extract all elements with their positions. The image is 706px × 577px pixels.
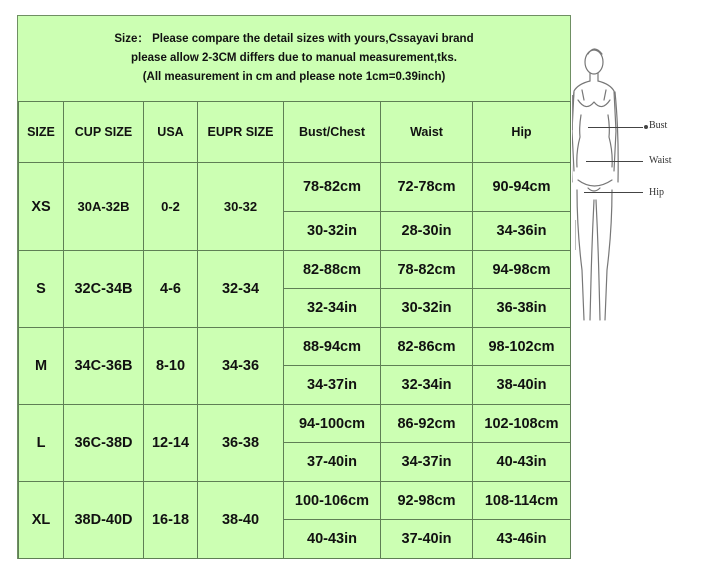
body-silhouette-icon: [572, 40, 706, 340]
header-waist: Waist: [381, 102, 473, 163]
bust-in-cell: 30-32in: [284, 212, 381, 251]
table-row: [19, 251, 571, 289]
hip-label: Hip: [649, 187, 664, 198]
hip-in-cell: 43-46in: [473, 520, 571, 559]
header-cup-size: CUP SIZE: [64, 102, 144, 163]
eupr-cell: 36-38: [198, 405, 284, 482]
eupr-cell: 38-40: [198, 482, 284, 559]
hip-in-cell: 40-43in: [473, 443, 571, 482]
size-cell: L: [19, 405, 64, 482]
waist-in-cell: 32-34in: [381, 366, 473, 405]
size-cell: S: [19, 251, 64, 328]
left-edge-line: [575, 220, 576, 250]
cup-size-cell: 30A-32B: [64, 163, 144, 251]
size-cell: XL: [19, 482, 64, 559]
bust-cm-cell: 78-82cm: [284, 163, 381, 212]
header-hip: Hip: [473, 102, 571, 163]
usa-cell: 8-10: [144, 328, 198, 405]
waist-in-cell: 28-30in: [381, 212, 473, 251]
bust-in-cell: 37-40in: [284, 443, 381, 482]
size-notice: [18, 16, 570, 101]
usa-cell: 0-2: [144, 163, 198, 251]
bust-pointer-dot: [644, 125, 648, 129]
hip-cm-cell: 102-108cm: [473, 405, 571, 443]
bust-in-cell: 34-37in: [284, 366, 381, 405]
waist-label: Waist: [649, 155, 672, 166]
table-row: [19, 328, 571, 366]
waist-cm-cell: 92-98cm: [381, 482, 473, 520]
waist-cm-cell: 86-92cm: [381, 405, 473, 443]
size-table: [18, 101, 571, 559]
table-header-row: [19, 102, 571, 163]
hip-in-cell: 38-40in: [473, 366, 571, 405]
table-row: [19, 163, 571, 212]
waist-cm-cell: 72-78cm: [381, 163, 473, 212]
header-usa: USA: [144, 102, 198, 163]
header-size: SIZE: [19, 102, 64, 163]
waist-in-cell: 37-40in: [381, 520, 473, 559]
size-cell: XS: [19, 163, 64, 251]
bust-in-cell: 40-43in: [284, 520, 381, 559]
bust-cm-cell: 94-100cm: [284, 405, 381, 443]
size-cell: M: [19, 328, 64, 405]
hip-in-cell: 36-38in: [473, 289, 571, 328]
usa-cell: 16-18: [144, 482, 198, 559]
header-eupr-size: EUPR SIZE: [198, 102, 284, 163]
eupr-cell: 34-36: [198, 328, 284, 405]
bust-cm-cell: 100-106cm: [284, 482, 381, 520]
usa-cell: 12-14: [144, 405, 198, 482]
waist-in-cell: 30-32in: [381, 289, 473, 328]
notice-line-3: (All measurement in cm and please note 1cm=0.39inch): [142, 71, 446, 83]
body-measurement-figure: [572, 40, 706, 340]
bust-cm-cell: 82-88cm: [284, 251, 381, 289]
waist-in-cell: 34-37in: [381, 443, 473, 482]
cup-size-cell: 36C-38D: [64, 405, 144, 482]
header-bust: Bust/Chest: [284, 102, 381, 163]
table-row: [19, 405, 571, 443]
cup-size-cell: 38D-40D: [64, 482, 144, 559]
eupr-cell: 32-34: [198, 251, 284, 328]
waist-cm-cell: 82-86cm: [381, 328, 473, 366]
table-row: [19, 482, 571, 520]
eupr-cell: 30-32: [198, 163, 284, 251]
bust-label: Bust: [649, 120, 668, 131]
left-edge-line: [572, 95, 573, 130]
hip-cm-cell: 94-98cm: [473, 251, 571, 289]
bust-cm-cell: 88-94cm: [284, 328, 381, 366]
cup-size-cell: 32C-34B: [64, 251, 144, 328]
waist-pointer-line: [586, 161, 643, 162]
notice-line-2: please allow 2-3CM differs due to manual measurement,tks.: [131, 52, 457, 64]
waist-cm-cell: 78-82cm: [381, 251, 473, 289]
hip-cm-cell: 98-102cm: [473, 328, 571, 366]
size-chart: [17, 15, 571, 559]
bust-pointer-line: [588, 127, 643, 128]
usa-cell: 4-6: [144, 251, 198, 328]
cup-size-cell: 34C-36B: [64, 328, 144, 405]
hip-cm-cell: 108-114cm: [473, 482, 571, 520]
notice-line-1: Size： Please compare the detail sizes with yours,Cssayavi brand: [114, 33, 474, 45]
hip-pointer-line: [584, 192, 643, 193]
bust-in-cell: 32-34in: [284, 289, 381, 328]
hip-cm-cell: 90-94cm: [473, 163, 571, 212]
hip-in-cell: 34-36in: [473, 212, 571, 251]
